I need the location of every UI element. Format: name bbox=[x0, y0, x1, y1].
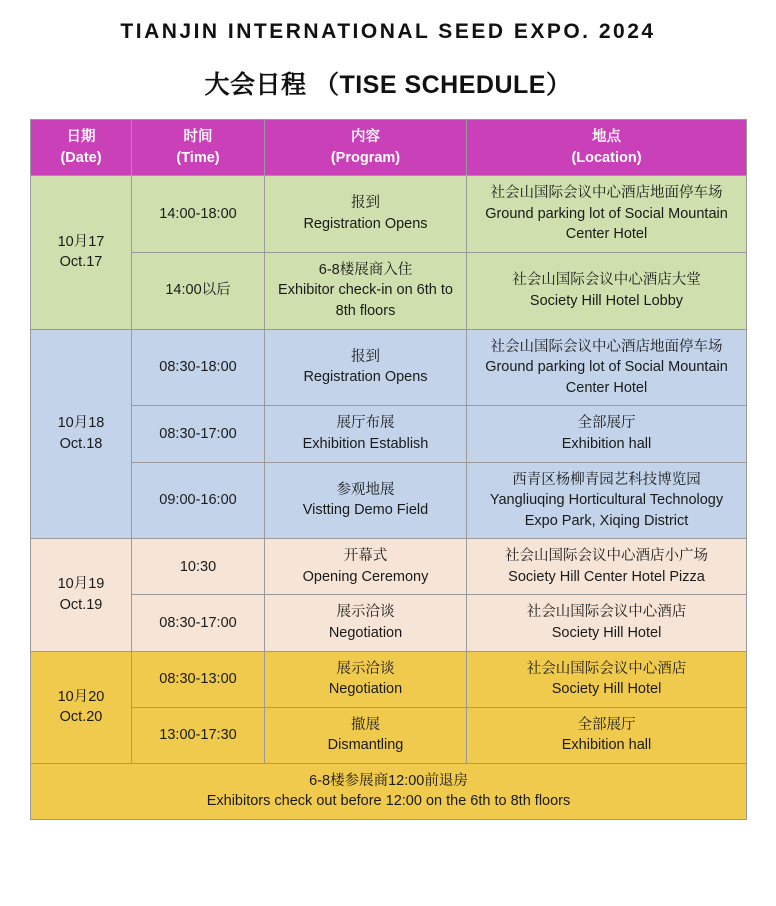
column-header-location bbox=[467, 120, 747, 176]
page-subtitle: 大会日程 （TISE SCHEDULE） bbox=[204, 71, 572, 99]
location-cell bbox=[467, 329, 747, 406]
column-header-date bbox=[31, 120, 132, 176]
table-body bbox=[31, 176, 747, 820]
location-cell bbox=[467, 462, 747, 539]
program-en: Dismantling bbox=[327, 737, 404, 754]
table-row bbox=[31, 595, 747, 651]
column-header-location-cn: 地点 bbox=[592, 129, 621, 145]
location-en: Yangliuqing Horticultural Technology Expo Park, Xiqing District bbox=[489, 492, 724, 529]
location-en: Society Hill Hotel Lobby bbox=[529, 292, 684, 309]
time-cell: 14:00-18:00 bbox=[132, 176, 265, 253]
location-en: Society Hill Hotel bbox=[551, 681, 662, 698]
location-en: Ground parking lot of Social Mountain Center Hotel bbox=[485, 359, 728, 396]
location-cn: 社会山国际会议中心酒店地面停车场 bbox=[490, 185, 723, 202]
program-cell bbox=[265, 462, 467, 539]
program-cn: 报到 bbox=[351, 348, 380, 365]
page-title: TIANJIN INTERNATIONAL SEED EXPO. 2024 bbox=[120, 20, 656, 43]
program-cell bbox=[265, 707, 467, 763]
location-cn: 社会山国际会议中心酒店大堂 bbox=[512, 272, 701, 289]
program-en: Exhibitor check-in on 6th to 8th floors bbox=[278, 282, 453, 320]
table-row-note bbox=[31, 763, 747, 819]
date-cell-day1: 10月17 Oct.17 bbox=[31, 176, 132, 329]
table-row bbox=[31, 176, 747, 253]
location-en: Exhibition hall bbox=[561, 737, 652, 754]
program-cn: 撤展 bbox=[351, 716, 380, 733]
program-cell bbox=[265, 406, 467, 462]
column-header-program-cn: 内容 bbox=[351, 129, 380, 145]
program-en: Negotiation bbox=[328, 624, 403, 641]
location-cell bbox=[467, 595, 747, 651]
program-cn: 报到 bbox=[351, 195, 380, 212]
location-en: Ground parking lot of Social Mountain Center Hotel bbox=[485, 205, 728, 243]
location-en: Society Hill Hotel bbox=[551, 624, 662, 641]
checkout-note-en: Exhibitors check out before 12:00 on the 6th to 8th floors bbox=[206, 793, 571, 810]
program-cell bbox=[265, 651, 467, 707]
table-row bbox=[31, 539, 747, 595]
location-cell bbox=[467, 651, 747, 707]
program-cell bbox=[265, 176, 467, 253]
date-cell-day4-en: Oct.20 bbox=[59, 709, 103, 726]
program-cn: 展厅布展 bbox=[336, 415, 395, 432]
program-cell bbox=[265, 595, 467, 651]
column-header-time bbox=[132, 120, 265, 176]
location-cn: 社会山国际会议中心酒店 bbox=[526, 660, 687, 677]
table-header bbox=[31, 120, 747, 176]
date-cell-day4-cn: 10月20 bbox=[57, 688, 105, 705]
checkout-note-cell bbox=[31, 763, 747, 819]
program-cn: 6-8楼展商入住 bbox=[318, 261, 413, 278]
column-header-date-en: (Date) bbox=[60, 149, 102, 166]
location-en: Society Hill Center Hotel Pizza bbox=[508, 568, 705, 585]
column-header-time-en: (Time) bbox=[176, 149, 220, 166]
program-cn: 参观地展 bbox=[336, 481, 395, 498]
time-cell: 14:00以后 bbox=[132, 252, 265, 329]
table-row bbox=[31, 406, 747, 462]
date-cell-day3: 10月19 Oct.19 bbox=[31, 539, 132, 651]
location-cell bbox=[467, 539, 747, 595]
table-row bbox=[31, 462, 747, 539]
time-cell: 08:30-18:00 bbox=[132, 329, 265, 406]
program-en: Registration Opens bbox=[303, 369, 428, 386]
column-header-time-cn: 时间 bbox=[183, 129, 213, 145]
program-cell bbox=[265, 539, 467, 595]
time-cell: 09:00-16:00 bbox=[132, 462, 265, 539]
location-cn: 全部展厅 bbox=[577, 716, 636, 733]
location-cn: 社会山国际会议中心酒店 bbox=[526, 604, 687, 621]
location-cn: 社会山国际会议中心酒店地面停车场 bbox=[490, 338, 723, 355]
column-header-location-en: (Location) bbox=[571, 149, 642, 166]
location-cn: 西青区杨柳青园艺科技博览园 bbox=[512, 471, 701, 488]
program-cell bbox=[265, 329, 467, 406]
column-header-date-cn: 日期 bbox=[66, 129, 96, 145]
program-cn: 展示洽谈 bbox=[336, 660, 395, 677]
time-cell: 10:30 bbox=[132, 539, 265, 595]
location-cell bbox=[467, 252, 747, 329]
program-cn: 展示洽谈 bbox=[336, 604, 395, 621]
table-row bbox=[31, 329, 747, 406]
program-cn: 开幕式 bbox=[343, 548, 388, 565]
time-cell: 13:00-17:30 bbox=[132, 707, 265, 763]
time-cell: 08:30-17:00 bbox=[132, 406, 265, 462]
location-cn: 全部展厅 bbox=[577, 415, 636, 432]
table-header-row bbox=[31, 120, 747, 176]
program-en: Vistting Demo Field bbox=[302, 502, 429, 519]
table-row bbox=[31, 252, 747, 329]
time-cell: 08:30-17:00 bbox=[132, 595, 265, 651]
time-cell: 08:30-13:00 bbox=[132, 651, 265, 707]
column-header-program bbox=[265, 120, 467, 176]
location-cn: 社会山国际会议中心酒店小广场 bbox=[505, 548, 708, 565]
program-en: Exhibition Establish bbox=[302, 435, 429, 452]
program-cell bbox=[265, 252, 467, 329]
location-cell bbox=[467, 176, 747, 253]
checkout-note-cn: 6-8楼参展商12:00前退房 bbox=[309, 772, 468, 789]
program-en: Negotiation bbox=[328, 681, 403, 698]
column-header-program-en: (Program) bbox=[330, 149, 401, 166]
schedule-table bbox=[30, 119, 747, 820]
program-en: Registration Opens bbox=[303, 216, 428, 233]
location-en: Exhibition hall bbox=[561, 435, 652, 452]
table-row bbox=[31, 707, 747, 763]
date-cell-day2: 10月18 Oct.18 bbox=[31, 329, 132, 539]
table-row bbox=[31, 651, 747, 707]
location-cell bbox=[467, 406, 747, 462]
program-en: Opening Ceremony bbox=[302, 568, 429, 585]
date-cell-day4 bbox=[31, 651, 132, 763]
location-cell bbox=[467, 707, 747, 763]
